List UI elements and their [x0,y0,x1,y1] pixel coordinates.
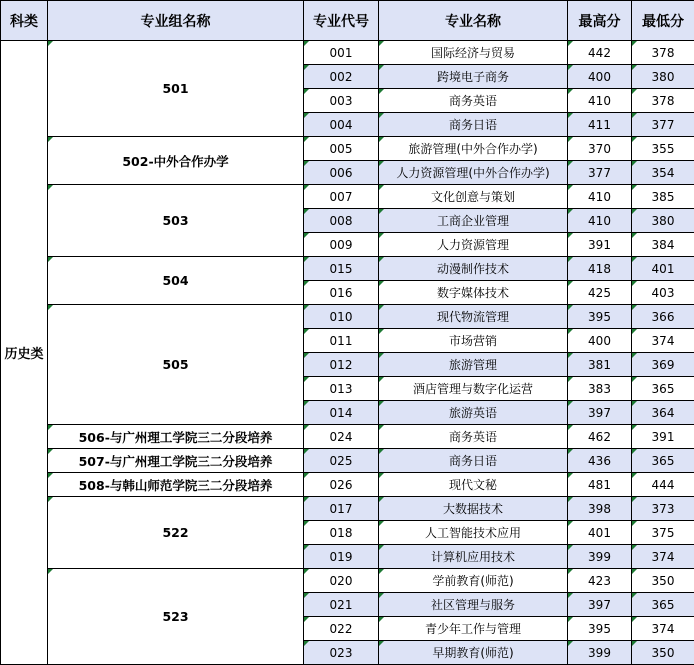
min-score-cell: 365 [632,449,694,473]
min-score-cell: 366 [632,305,694,329]
major-code-cell: 022 [304,617,379,641]
group-name-cell: 501 [48,41,304,137]
min-score-cell: 385 [632,185,694,209]
min-score-cell: 350 [632,569,694,593]
major-code-cell: 018 [304,521,379,545]
max-score-cell: 436 [568,449,632,473]
min-score-cell: 401 [632,257,694,281]
major-code-cell: 016 [304,281,379,305]
major-name-cell: 市场营销 [379,329,568,353]
major-code-cell: 015 [304,257,379,281]
max-score-cell: 391 [568,233,632,257]
group-name-cell: 502-中外合作办学 [48,137,304,185]
min-score-cell: 380 [632,209,694,233]
major-name-cell: 社区管理与服务 [379,593,568,617]
major-code-cell: 026 [304,473,379,497]
max-score-cell: 383 [568,377,632,401]
group-name-cell: 523 [48,569,304,665]
min-score-cell: 391 [632,425,694,449]
max-score-cell: 425 [568,281,632,305]
group-name-cell: 503 [48,185,304,257]
table-row [1,137,694,161]
max-score-cell: 381 [568,353,632,377]
max-score-cell: 400 [568,65,632,89]
major-code-cell: 012 [304,353,379,377]
major-code-cell: 008 [304,209,379,233]
max-score-cell: 397 [568,593,632,617]
header-row [1,1,694,41]
min-score-cell: 378 [632,89,694,113]
max-score-cell: 401 [568,521,632,545]
header-code: 专业代号 [304,1,379,41]
major-name-cell: 旅游英语 [379,401,568,425]
min-score-cell: 350 [632,641,694,665]
max-score-cell: 442 [568,41,632,65]
max-score-cell: 400 [568,329,632,353]
min-score-cell: 377 [632,113,694,137]
major-name-cell: 人力资源管理(中外合作办学) [379,161,568,185]
max-score-cell: 395 [568,617,632,641]
min-score-cell: 384 [632,233,694,257]
min-score-cell: 375 [632,521,694,545]
min-score-cell: 374 [632,617,694,641]
table-row [1,305,694,329]
table-row [1,473,694,497]
max-score-cell: 411 [568,113,632,137]
header-subject: 科类 [1,1,48,41]
min-score-cell: 378 [632,41,694,65]
major-name-cell: 现代文秘 [379,473,568,497]
max-score-cell: 399 [568,545,632,569]
major-name-cell: 学前教育(师范) [379,569,568,593]
group-name-cell: 522 [48,497,304,569]
min-score-cell: 365 [632,377,694,401]
table-row [1,425,694,449]
major-code-cell: 020 [304,569,379,593]
major-code-cell: 002 [304,65,379,89]
max-score-cell: 398 [568,497,632,521]
major-name-cell: 旅游管理(中外合作办学) [379,137,568,161]
major-name-cell: 商务日语 [379,449,568,473]
min-score-cell: 354 [632,161,694,185]
min-score-cell: 373 [632,497,694,521]
header-max-score: 最高分 [568,1,632,41]
max-score-cell: 395 [568,305,632,329]
min-score-cell: 355 [632,137,694,161]
max-score-cell: 377 [568,161,632,185]
major-code-cell: 003 [304,89,379,113]
major-name-cell: 人力资源管理 [379,233,568,257]
major-code-cell: 005 [304,137,379,161]
major-code-cell: 014 [304,401,379,425]
max-score-cell: 481 [568,473,632,497]
major-code-cell: 017 [304,497,379,521]
major-code-cell: 023 [304,641,379,665]
subject-cell: 历史类 [1,41,48,665]
table-row [1,41,694,65]
major-name-cell: 大数据技术 [379,497,568,521]
major-code-cell: 001 [304,41,379,65]
major-name-cell: 动漫制作技术 [379,257,568,281]
max-score-cell: 399 [568,641,632,665]
major-name-cell: 跨境电子商务 [379,65,568,89]
major-code-cell: 019 [304,545,379,569]
table-row [1,257,694,281]
min-score-cell: 374 [632,545,694,569]
major-name-cell: 人工智能技术应用 [379,521,568,545]
header-min-score: 最低分 [632,1,694,41]
max-score-cell: 397 [568,401,632,425]
max-score-cell: 410 [568,89,632,113]
min-score-cell: 365 [632,593,694,617]
min-score-cell: 380 [632,65,694,89]
max-score-cell: 423 [568,569,632,593]
max-score-cell: 370 [568,137,632,161]
major-code-cell: 006 [304,161,379,185]
major-name-cell: 青少年工作与管理 [379,617,568,641]
table-body [1,41,694,665]
min-score-cell: 364 [632,401,694,425]
major-code-cell: 021 [304,593,379,617]
group-name-cell: 504 [48,257,304,305]
min-score-cell: 374 [632,329,694,353]
max-score-cell: 418 [568,257,632,281]
max-score-cell: 410 [568,209,632,233]
major-code-cell: 024 [304,425,379,449]
major-name-cell: 国际经济与贸易 [379,41,568,65]
table-row [1,449,694,473]
min-score-cell: 369 [632,353,694,377]
min-score-cell: 444 [632,473,694,497]
major-name-cell: 酒店管理与数字化运营 [379,377,568,401]
major-code-cell: 025 [304,449,379,473]
min-score-cell: 403 [632,281,694,305]
major-code-cell: 007 [304,185,379,209]
group-name-cell: 508-与韩山师范学院三二分段培养 [48,473,304,497]
major-code-cell: 010 [304,305,379,329]
max-score-cell: 462 [568,425,632,449]
major-code-cell: 004 [304,113,379,137]
table-row [1,185,694,209]
header-name: 专业名称 [379,1,568,41]
major-name-cell: 旅游管理 [379,353,568,377]
major-code-cell: 011 [304,329,379,353]
group-name-cell: 505 [48,305,304,425]
table-row [1,569,694,593]
major-name-cell: 商务英语 [379,89,568,113]
group-name-cell: 507-与广州理工学院三二分段培养 [48,449,304,473]
group-name-cell: 506-与广州理工学院三二分段培养 [48,425,304,449]
major-name-cell: 现代物流管理 [379,305,568,329]
major-name-cell: 商务日语 [379,113,568,137]
table-row [1,497,694,521]
major-name-cell: 数字媒体技术 [379,281,568,305]
major-name-cell: 计算机应用技术 [379,545,568,569]
major-name-cell: 文化创意与策划 [379,185,568,209]
major-name-cell: 工商企业管理 [379,209,568,233]
major-code-cell: 013 [304,377,379,401]
major-code-cell: 009 [304,233,379,257]
max-score-cell: 410 [568,185,632,209]
major-name-cell: 商务英语 [379,425,568,449]
major-name-cell: 早期教育(师范) [379,641,568,665]
header-group: 专业组名称 [48,1,304,41]
